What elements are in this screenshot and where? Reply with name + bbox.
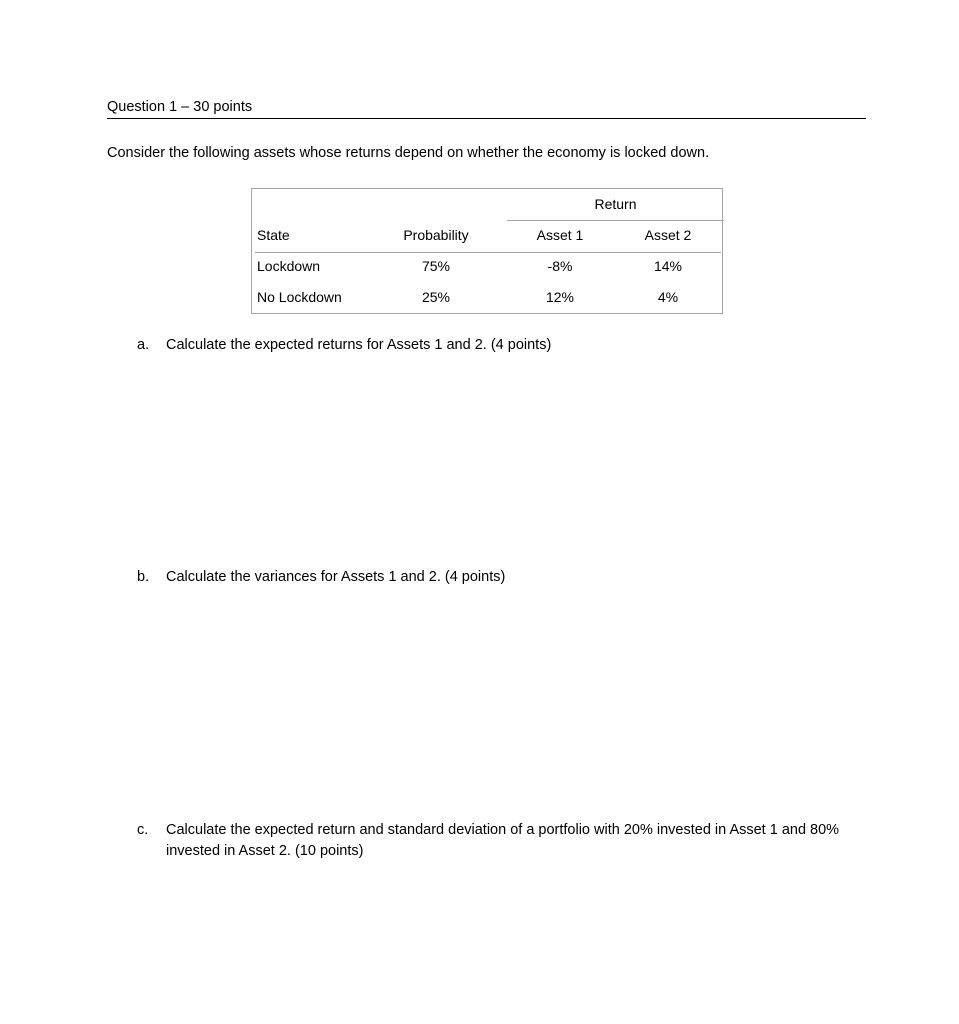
question-text: Calculate the expected return and standard deviation of a portfolio with 20% invested in Asset 1 and 80% invested in Asset 2. (10 points) [166, 822, 840, 859]
return-group-rule [507, 220, 724, 221]
question-heading: Question 1 – 30 points [107, 97, 866, 119]
cell-probability: 25% [421, 289, 451, 305]
column-header-asset-1: Asset 1 [536, 227, 584, 243]
question-a [137, 335, 866, 356]
cell-asset-1: -8% [547, 258, 573, 274]
column-header-probability: Probability [403, 227, 469, 243]
cell-state: No Lockdown [257, 289, 342, 305]
intro-paragraph: Consider the following assets whose returns depend on whether the economy is locked down. [107, 145, 710, 161]
cell-asset-2: 4% [657, 289, 679, 305]
header-rule [255, 252, 721, 253]
cell-probability: 75% [421, 258, 451, 274]
column-header-asset-2: Asset 2 [644, 227, 692, 243]
returns-table [251, 188, 723, 314]
cell-asset-1: 12% [545, 289, 575, 305]
column-header-state: State [257, 227, 290, 243]
cell-state: Lockdown [257, 258, 321, 274]
question-letter: b. [137, 569, 150, 585]
return-group-header: Return [594, 196, 637, 212]
question-letter: c. [137, 822, 149, 838]
question-c [137, 820, 866, 864]
question-b [137, 567, 866, 588]
question-text: Calculate the variances for Assets 1 and 2. (4 points) [166, 569, 506, 585]
question-text: Calculate the expected returns for Assets 1 and 2. (4 points) [166, 337, 552, 353]
question-letter: a. [137, 337, 150, 353]
cell-asset-2: 14% [653, 258, 683, 274]
